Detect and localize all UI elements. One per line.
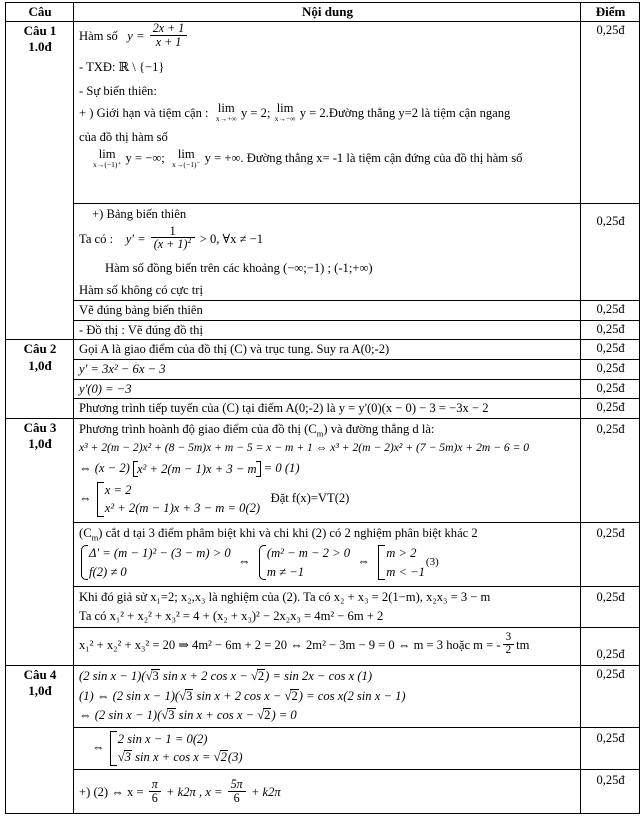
cases-root-list: x = 2 x² + 2(m − 1)x + 3 − m = 0(2) xyxy=(96,481,260,518)
question-points-3: 1,0đ xyxy=(28,436,52,452)
question-points-1: 1.0đ xyxy=(28,39,52,55)
table-row xyxy=(6,522,640,586)
q1-content-part4: - Đồ thị : Vẽ đúng đồ thị xyxy=(74,320,581,340)
question-label-cell-2 xyxy=(6,340,74,418)
sqrt-2-c: 2 xyxy=(264,708,271,723)
fraction-pi-over-6: $\frac{\pi}{6}$ xyxy=(149,778,161,804)
score-q1-r3: 0,25đ xyxy=(581,301,640,321)
limit-x-to-minus1-plus: lim x→(−1)⁺ xyxy=(93,147,122,169)
score-q2-r1: 0,25đ xyxy=(581,340,640,360)
table-row xyxy=(6,379,640,399)
question-label-cell-3 xyxy=(6,418,74,665)
q1-line-variation-head: - Sự biến thiên: xyxy=(79,83,157,98)
q4-content-part2 xyxy=(74,728,581,770)
sqrt-3-d: 3 xyxy=(124,750,131,765)
table-row xyxy=(6,586,640,627)
answer-key-table xyxy=(5,2,640,814)
score-q2-r3: 0,25đ xyxy=(581,379,640,399)
table-row xyxy=(6,204,640,301)
q4-line-original-equation: (2 sin x − 1)(√3 sin x + 2 cos x − √2) = sin 2x − cos x (1) xyxy=(79,669,373,684)
bracket-quadratic-factor: x² + 2(m − 1)x + 3 − m xyxy=(133,461,261,477)
q1-line-derivative: Ta có : y' = $\frac{1}{(x + 1)^2}$ > 0, ∀x ≠ −1 xyxy=(79,223,264,252)
question-points-2: 1,0đ xyxy=(28,357,52,373)
real-set-symbol: ℝ xyxy=(118,59,130,75)
table-row xyxy=(6,728,640,770)
score-q4-r3: 0,25đ xyxy=(581,770,640,814)
q1-content-part3: Vẽ đúng bảng biến thiên xyxy=(74,301,581,321)
question-label-1: Câu 1 xyxy=(23,23,57,38)
q3-line-cases: ⇔ x = 2 x² + 2(m − 1)x + 3 − m = 0(2) Đặt f(x)=VT(2) xyxy=(79,481,576,518)
q4-line-step2: ⇔ (2 sin x − 1)(√3 sin x + cos x − √2) = 0 xyxy=(79,708,297,723)
table-row xyxy=(6,666,640,728)
q3-content-part4 xyxy=(74,628,581,666)
q3-note-fx: Đặt f(x)=VT(2) xyxy=(270,491,350,506)
table-header-row xyxy=(6,3,640,22)
q1-line-table-variation: +) Bảng biến thiên xyxy=(92,207,187,221)
system-simplified: (m² − m − 2 > 0 m ≠ −1 xyxy=(258,544,350,581)
q3-tag-3: (3) xyxy=(425,556,439,569)
question-label-cell-4 xyxy=(6,666,74,814)
score-q2-r2: 0,25đ xyxy=(581,360,640,380)
header-cau: Câu xyxy=(6,3,74,22)
question-points-4: 1,0đ xyxy=(28,683,52,699)
fraction-3-over-2: $\frac{3}{2}$ xyxy=(503,632,515,656)
q4-line-step1: (1) ⇔ (2 sin x − 1)(√3 sin x + 2 cos x − √2) = cos x(2 sin x − 1) xyxy=(79,688,406,703)
header-diem: Điểm xyxy=(581,3,640,22)
limit-x-to-minus-infinity: lim x→−∞ xyxy=(274,101,296,123)
question-label-4: Câu 4 xyxy=(23,667,57,683)
table-row xyxy=(6,320,640,340)
q3-line-vieta: Khi đó giả sử x₁=2; x₂,x₃ là nghiệm của (2). Ta có x₂ + x₃ = 2(1−m), x₂x₃ = 3 − m xyxy=(79,589,491,604)
q4-content-part3 xyxy=(74,770,581,814)
score-q3-r3: 0,25đ xyxy=(581,586,640,627)
table-row xyxy=(6,399,640,419)
q3-content-part2 xyxy=(74,522,581,586)
q3-line-factored: ⇔ (x − 2) x² + 2(m − 1)x + 3 − m = 0 (1) xyxy=(79,460,300,476)
table-row xyxy=(6,301,640,321)
table-row xyxy=(6,340,640,360)
table-row xyxy=(6,360,640,380)
q1-content-part2 xyxy=(74,204,581,301)
score-q3-r4: 0,25đ xyxy=(581,628,640,666)
table-row xyxy=(6,22,640,204)
score-q1-r2: 0,25đ xyxy=(581,204,640,301)
q2-line-1: Gọi A là giao điểm của đồ thị (C) và trục tung. Suy ra A(0;-2) xyxy=(74,340,581,360)
q1-line-no-extremum: Hàm số không có cực trị xyxy=(79,282,203,297)
sqrt-2-d: 2 xyxy=(220,750,227,765)
question-label-3: Câu 3 xyxy=(23,419,57,435)
q4-line-solution-2: +) (2) ⇔ x = $\frac{\pi}{6}$ + k2π , x = $\frac{5\pi}{6}$ + k2π xyxy=(79,777,281,805)
score-q1-r4: 0,25đ xyxy=(581,320,640,340)
q1-line-limits-vertical: lim x→(−1)⁺ y = −∞; lim x→(−1)⁻ y = +∞. Đường thẳng x= -1 là tiệm cận đứng của đồ thị hàm số xyxy=(93,147,523,169)
q1-line-limits-horizontal: + ) Giới hạn và tiệm cận : lim x→+∞ y = 2; lim x→−∞ y = 2.Đường thẳng y=2 là tiệm cận ngang xyxy=(79,101,511,123)
q3-line-intersection-head: Phương trình hoành độ giao điểm của đồ thị $(C_m)$ và đường thẳng d là: xyxy=(79,421,435,439)
q3-line-systems: Δ' = (m − 1)² − (3 − m) > 0 f(2) ≠ 0 ⇔ (m² − m − 2 > 0 m ≠ −1 ⇔ m > 2 m < −1 (3) xyxy=(79,544,576,581)
q4-line-cases: ⇔ 2 sin x − 1 = 0(2) √3 sin x + cos x = √2(3) xyxy=(79,730,576,767)
fraction-1-over-x1sq: $\frac{1}{(x + 1)^2}$ xyxy=(151,225,195,251)
score-q3-r1: 0,25đ xyxy=(581,418,640,522)
q3-line-cubic-equation: x³ + 2(m − 2)x² + (8 − 5m)x + m − 5 = x − m + 1 ⇔ x³ + 2(m − 2)x² + (7 − 5m)x + 2m − 6 = 0 xyxy=(79,441,530,455)
q3-content-part3 xyxy=(74,586,581,627)
q1-line-of-graph: của đồ thị hàm số xyxy=(79,129,168,144)
q3-line-condition: $(C_m)$ cắt d tại 3 điểm phâm biệt khi và chi khi (2) có 2 nghiệm phân biệt khác 2 xyxy=(79,525,478,543)
q2-line-4: Phương trình tiếp tuyến của (C) tại điểm A(0;-2) là y = y'(0)(x − 0) − 3 = −3x − 2 xyxy=(74,399,581,419)
limit-x-to-plus-infinity: lim x→+∞ xyxy=(215,101,237,123)
question-label-2: Câu 2 xyxy=(23,341,57,357)
score-q2-r4: 0,25đ xyxy=(581,399,640,419)
cases-trig-roots: 2 sin x − 1 = 0(2) √3 sin x + cos x = √2(3) xyxy=(109,730,243,767)
solution-range-m: m > 2 m < −1 xyxy=(377,544,425,581)
limit-x-to-minus1-minus: lim x→(−1)⁻ xyxy=(172,147,201,169)
score-q3-r2: 0,25đ xyxy=(581,522,640,586)
header-noidung: Nội dung xyxy=(74,3,581,22)
q3-line-final-solve: x₁² + x₂² + x₃² = 20 ⇒ 4m² − 6m + 2 = 20 ⇔ 2m² − 3m − 9 = 0 ⇔ m = 3 hoặc m = - $\frac{3}{2}$ tm xyxy=(79,631,530,657)
q2-line-3: y'(0) = −3 xyxy=(74,379,581,399)
system-discriminant: Δ' = (m − 1)² − (3 − m) > 0 f(2) ≠ 0 xyxy=(80,544,231,581)
q1-line-increasing: Hàm số đồng biến trên các khoảng (−∞;−1) ; (-1;+∞) xyxy=(105,260,373,275)
table-row xyxy=(6,418,640,522)
q1-content-part1 xyxy=(74,22,581,204)
q3-line-sum-squares: Ta có x₁² + x₂² + x₃² = 4 + (x₂ + x₃)² − 2x₂x₃ = 4m² − 6m + 2 xyxy=(79,609,384,624)
sqrt-2-a: 2 xyxy=(257,669,265,684)
sqrt-3-c: 3 xyxy=(168,708,175,723)
score-q4-r1: 0,25đ xyxy=(581,666,640,728)
q1-line-domain: - TXĐ: ℝ \ {−1} xyxy=(79,59,165,75)
sqrt-3-a: 3 xyxy=(152,669,159,684)
score-q4-r2: 0,25đ xyxy=(581,728,640,770)
sqrt-3-b: 3 xyxy=(186,688,193,703)
table-row xyxy=(6,770,640,814)
table-row xyxy=(6,628,640,666)
q3-content-part1 xyxy=(74,418,581,522)
q2-line-2: y' = 3x² − 6x − 3 xyxy=(74,360,581,380)
fraction-5pi-over-6: $\frac{5\pi}{6}$ xyxy=(228,778,246,804)
score-q1-r1: 0,25đ xyxy=(581,22,640,204)
sqrt-2-b: 2 xyxy=(291,688,298,703)
q1-line-function: Hàm số y = $\frac{2x + 1}{x + 1}$ xyxy=(79,24,576,50)
q4-content-part1 xyxy=(74,666,581,728)
question-label-cell-1 xyxy=(6,22,74,340)
fraction-2x1-x1: $\frac{2x + 1}{x + 1}$ xyxy=(150,22,188,48)
